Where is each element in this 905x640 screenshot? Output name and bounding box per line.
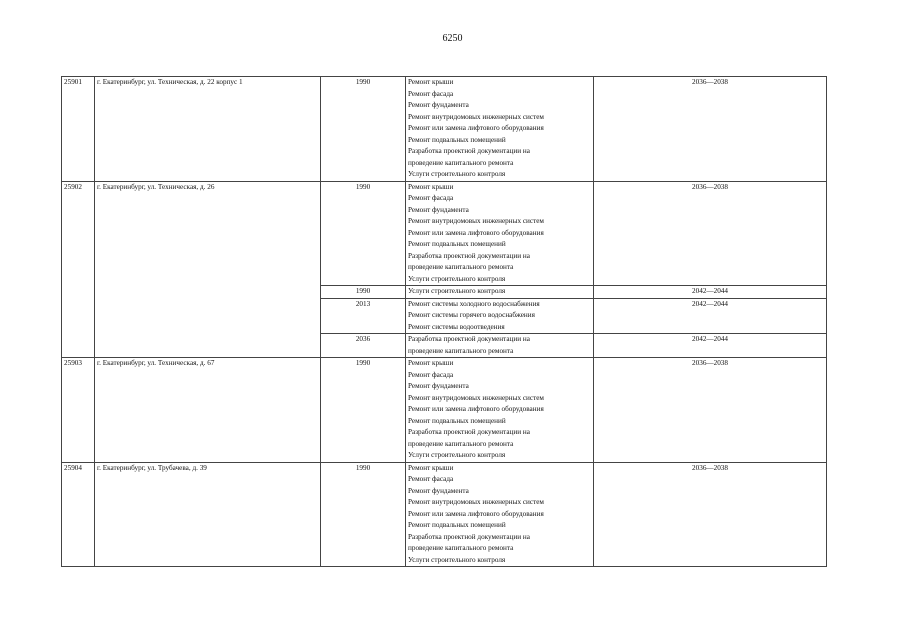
work-item: проведение капитального ремонта <box>408 439 514 448</box>
period-cell: 2042—2044 <box>594 334 827 358</box>
work-item: Ремонт подвальных помещений <box>408 416 506 425</box>
address-cell: г. Екатеринбург, ул. Трубачева, д. 39 <box>95 462 321 567</box>
work-item: Услуги строительного контроля <box>408 170 506 178</box>
year-cell: 1990 <box>321 462 406 567</box>
work-item: Услуги строительного контроля <box>408 451 506 459</box>
works-cell <box>406 462 594 567</box>
address-cell: г. Екатеринбург, ул. Техническая, д. 67 <box>95 358 321 463</box>
work-item: Ремонт или замена лифтового оборудования <box>408 405 544 413</box>
work-item: Ремонт крыши <box>408 182 454 191</box>
work-item: Ремонт фасада <box>408 89 454 98</box>
work-item: Ремонт фундамента <box>408 486 469 495</box>
year-cell: 1990 <box>321 358 406 463</box>
work-item: Разработка проектной документации на <box>408 251 530 260</box>
period-cell: 2036—2038 <box>594 462 827 567</box>
work-item: Ремонт внутридомовых инженерных систем <box>408 393 544 402</box>
work-item: Услуги строительного контроля <box>408 555 506 564</box>
work-item: Ремонт фундамента <box>408 205 469 214</box>
works-cell <box>406 181 594 286</box>
work-item: Ремонт фасада <box>408 370 454 379</box>
table-row <box>62 462 827 567</box>
period-cell: 2036—2038 <box>594 77 827 182</box>
period-cell: 2042—2044 <box>594 286 827 299</box>
period-cell: 2036—2038 <box>594 181 827 286</box>
work-item: Ремонт фундамента <box>408 101 469 109</box>
house-number-cell: 25904 <box>62 462 95 567</box>
period-cell: 2036—2038 <box>594 358 827 463</box>
year-cell: 2036 <box>321 334 406 358</box>
works-cell <box>406 77 594 182</box>
work-item: проведение капитального ремонта <box>408 158 514 167</box>
work-item: Ремонт внутридомовых инженерных систем <box>408 112 544 121</box>
work-item: Ремонт фундамента <box>408 382 469 390</box>
work-item: Ремонт внутридомовых инженерных систем <box>408 498 544 506</box>
page-number: 6250 <box>442 33 463 44</box>
house-number-cell: 25901 <box>62 77 95 182</box>
table-body <box>62 77 827 567</box>
works-cell <box>406 286 594 299</box>
work-item: Ремонт подвальных помещений <box>408 521 506 529</box>
work-item: Услуги строительного контроля <box>408 274 506 283</box>
work-item: Услуги строительного контроля <box>408 287 506 295</box>
house-number-cell: 25902 <box>62 181 95 358</box>
work-item: Ремонт крыши <box>408 463 454 472</box>
work-item: Ремонт крыши <box>408 78 454 86</box>
address-cell: г. Екатеринбург, ул. Техническая, д. 22 корпус 1 <box>95 77 321 182</box>
work-item: Ремонт или замена лифтового оборудования <box>408 228 544 237</box>
work-item: Разработка проектной документации на <box>408 335 530 343</box>
works-cell <box>406 358 594 463</box>
work-item: Ремонт подвальных помещений <box>408 135 506 144</box>
work-item: Ремонт внутридомовых инженерных систем <box>408 217 544 225</box>
work-item: проведение капитального ремонта <box>408 544 514 552</box>
capital-repair-table <box>61 76 827 567</box>
period-cell: 2042—2044 <box>594 298 827 334</box>
year-cell: 1990 <box>321 181 406 286</box>
work-item: Разработка проектной документации на <box>408 428 530 436</box>
table-row <box>62 77 827 182</box>
works-cell <box>406 298 594 334</box>
works-cell <box>406 334 594 358</box>
work-item: Ремонт системы холодного водоснабжения <box>408 299 540 308</box>
work-item: Разработка проектной документации на <box>408 532 530 541</box>
work-item: Ремонт системы водоотведения <box>408 322 505 331</box>
work-item: Разработка проектной документации на <box>408 147 530 155</box>
work-item: Ремонт крыши <box>408 359 454 367</box>
work-item: проведение капитального ремонта <box>408 263 514 271</box>
work-item: Ремонт системы горячего водоснабжения <box>408 311 535 319</box>
work-item: проведение капитального ремонта <box>408 346 514 355</box>
year-cell: 2013 <box>321 298 406 334</box>
work-item: Ремонт подвальных помещений <box>408 240 506 248</box>
address-cell: г. Екатеринбург, ул. Техническая, д. 26 <box>95 181 321 358</box>
work-item: Ремонт фасада <box>408 475 454 483</box>
work-item: Ремонт фасада <box>408 194 454 202</box>
work-item: Ремонт или замена лифтового оборудования <box>408 509 544 518</box>
table-row <box>62 358 827 463</box>
year-cell: 1990 <box>321 77 406 182</box>
year-cell: 1990 <box>321 286 406 299</box>
house-number-cell: 25903 <box>62 358 95 463</box>
table-row <box>62 181 827 286</box>
work-item: Ремонт или замена лифтового оборудования <box>408 124 544 132</box>
